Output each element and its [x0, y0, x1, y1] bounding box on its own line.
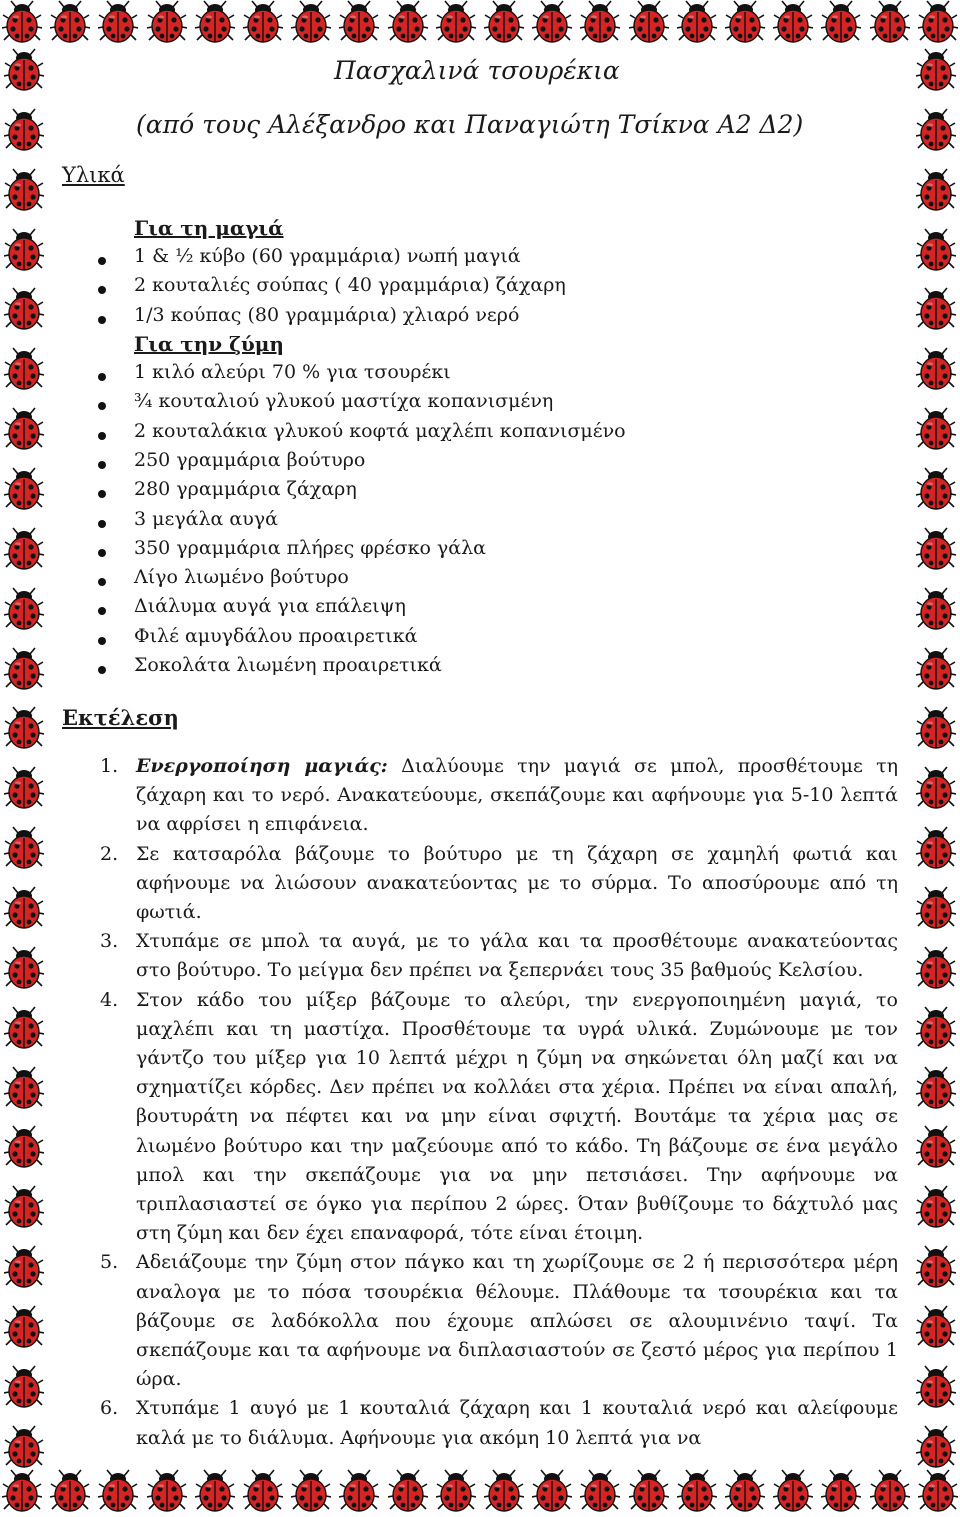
step-item: [100, 927, 898, 985]
ladybug-icon: [291, 0, 331, 44]
step-item: [100, 1394, 898, 1452]
ladybug-border-bottom: [0, 1469, 960, 1517]
step-item: [100, 1248, 898, 1394]
ladybug-icon: [4, 706, 44, 750]
step-item: [100, 752, 898, 840]
step-number: 6.: [100, 1397, 119, 1420]
ladybug-icon: [2, 0, 42, 44]
ladybug-icon: [532, 1469, 572, 1513]
ladybug-icon: [4, 946, 44, 990]
materials-label: Υλικά: [62, 163, 125, 187]
step-number: 4.: [100, 988, 119, 1011]
ladybug-icon: [4, 108, 44, 152]
ladybug-icon: [916, 1245, 956, 1289]
ingredient-item: ¾ κουταλιού γλυκού μαστίχα κοπανισμένη: [134, 390, 554, 413]
ladybug-icon: [147, 0, 187, 44]
ladybug-icon: [195, 0, 235, 44]
step-item: [100, 986, 898, 1249]
ingredient-item: Σοκολάτα λιωμένη προαιρετικά: [134, 654, 442, 676]
ladybug-icon: [484, 0, 524, 44]
ladybug-icon: [50, 0, 90, 44]
ladybug-icon: [821, 1469, 861, 1513]
ladybug-icon: [916, 168, 956, 212]
ladybug-icon: [916, 1125, 956, 1169]
ladybug-icon: [4, 1305, 44, 1349]
step-item: [100, 840, 898, 928]
step-number: 5.: [100, 1251, 119, 1274]
bullet-icon: [98, 257, 106, 265]
ladybug-icon: [147, 1469, 187, 1513]
ladybug-icon: [773, 1469, 813, 1513]
bullet-icon: [98, 432, 106, 440]
ladybug-icon: [916, 1425, 956, 1469]
ladybug-icon: [4, 886, 44, 930]
ladybug-icon: [388, 1469, 428, 1513]
ladybug-icon: [4, 826, 44, 870]
bullet-icon: [98, 316, 106, 324]
step-number: 2.: [100, 842, 119, 865]
ladybug-icon: [916, 1185, 956, 1229]
ingredient-item: 280 γραμμάρια ζάχαρη: [134, 478, 357, 501]
ladybug-icon: [918, 0, 958, 44]
bullet-icon: [98, 637, 106, 645]
ladybug-icon: [916, 347, 956, 391]
ladybug-icon: [243, 1469, 283, 1513]
step-text: Σε κατσαρόλα βάζουμε το βούτυρο με τη ζάχαρη σε χαμηλή φωτιά και αφήνουμε να λιώσουν ανακατεύοντας με το σύρμα. Το αποσύρουμε από τη φωτιά.: [136, 842, 898, 924]
ladybug-icon: [677, 1469, 717, 1513]
ladybug-icon: [916, 587, 956, 631]
ladybug-icon: [916, 48, 956, 92]
ladybug-icon: [916, 287, 956, 331]
ladybug-icon: [4, 48, 44, 92]
ladybug-icon: [291, 1469, 331, 1513]
ladybug-icon: [916, 1305, 956, 1349]
ladybug-icon: [916, 886, 956, 930]
ingredient-item: Φιλέ αμυγδάλου προαιρετικά: [134, 624, 418, 647]
ladybug-icon: [580, 1469, 620, 1513]
step-lead: Ενεργοποίηση μαγιάς:: [136, 755, 388, 777]
ladybug-icon: [4, 467, 44, 511]
ladybug-icon: [4, 1006, 44, 1050]
ladybug-icon: [243, 0, 283, 44]
ingredient-item: 350 γραμμάρια πλήρες φρέσκο γάλα: [134, 536, 486, 559]
ladybug-icon: [436, 0, 476, 44]
ingredient-item: 1 & ½ κύβο (60 γραμμάρια) νωπή μαγιά: [134, 245, 521, 267]
bullet-icon: [98, 461, 106, 469]
yeast-heading: Για τη μαγιά: [134, 216, 284, 240]
step-text: Ενεργοποίηση μαγιάς: Διαλύουμε την μαγιά σε μπολ, προσθέτουμε τη ζάχαρη και το νερό. Ανακατεύουμε, σκεπάζουμε και αφήνουμε για 5-10 λεπτά να αφρίσει η επιφάνεια.: [136, 755, 898, 836]
ladybug-icon: [4, 1425, 44, 1469]
ingredient-item: Διάλυμα αυγά για επάλειψη: [134, 595, 406, 618]
ladybug-icon: [4, 527, 44, 571]
bullet-icon: [98, 490, 106, 498]
ladybug-icon: [339, 1469, 379, 1513]
ingredient-item: 1/3 κούπας (80 γραμμάρια) χλιαρό νερό: [134, 303, 520, 326]
ladybug-icon: [916, 766, 956, 810]
page-subtitle: (από τους Αλέξανδρο και Παναγιώτη Τσίκνα Α2 Δ2): [136, 110, 804, 139]
ladybug-icon: [580, 0, 620, 44]
ladybug-icon: [532, 0, 572, 44]
ladybug-icon: [4, 647, 44, 691]
ladybug-icon: [4, 407, 44, 451]
bullet-icon: [98, 666, 106, 674]
ladybug-icon: [484, 1469, 524, 1513]
ladybug-icon: [916, 467, 956, 511]
ladybug-icon: [916, 1365, 956, 1409]
steps-list: [100, 752, 898, 1453]
ladybug-icon: [4, 1066, 44, 1110]
ladybug-icon: [4, 587, 44, 631]
ladybug-icon: [4, 1125, 44, 1169]
bullet-icon: [98, 549, 106, 557]
ladybug-icon: [773, 0, 813, 44]
bullet-icon: [98, 402, 106, 410]
ingredient-item: 2 κουταλάκια γλυκού κοφτά μαχλέπι κοπανισμένο: [134, 419, 626, 442]
step-text: Στον κάδο του μίξερ βάζουμε το αλεύρι, την ενεργοποιημένη μαγιά, το μαχλέπι και τη μαστίχα. Προσθέτουμε τα υγρά υλικά. Ζυμώνουμε με τον γάντζο του μίξερ για 10 λεπτά μέχρι η ζύμη να σηκώνεται όλη μαζί και να σχηματίζει κόρδες. Δεν πρέπει να κολλάει στα χέρια. Πρέπει να είναι απαλή, βουτυράτη να πέφτει και να μην είναι σφιχτή. Βουτάμε τα χέρια μας σε λιωμένο βούτυρο και την μαζεύουμε από το κάδο. Τη βάζουμε σε ένα μεγάλο μπολ και την σκεπάζουμε για να μην πετσιάσει. Την αφήνουμε να τριπλασιαστεί σε όγκο για περίπου 2 ώρες. Όταν βυθίζουμε το δάχτυλό μας στη ζύμη και δεν έχει επαναφορά, τότε είναι έτοιμη.: [136, 988, 898, 1245]
ladybug-icon: [916, 826, 956, 870]
ladybug-icon: [916, 228, 956, 272]
bullet-icon: [98, 286, 106, 294]
execution-label: Εκτέλεση: [62, 705, 179, 730]
ladybug-icon: [339, 0, 379, 44]
ladybug-icon: [870, 1469, 910, 1513]
ladybug-icon: [916, 527, 956, 571]
ladybug-icon: [2, 1469, 42, 1513]
bullet-icon: [98, 578, 106, 586]
ladybug-icon: [4, 1185, 44, 1229]
ladybug-icon: [725, 1469, 765, 1513]
step-text: Αδειάζουμε την ζύμη στον πάγκο και τη χωρίζουμε σε 2 ή περισσότερα μέρη αναλογα με το πόσα τσουρέκια θέλουμε. Πλάθουμε τα τσουρέκια και τα βάζουμε σε λαδόκολλα που έχουμε απλώσει σε αλουμινένιο ταψί. Τα σκεπάζουμε και τα αφήνουμε να διπλασιαστούν σε ζεστό μέρος για περίπου 1 ώρα.: [136, 1251, 898, 1391]
bullet-icon: [98, 373, 106, 381]
step-number: 3.: [100, 930, 119, 953]
ladybug-icon: [629, 1469, 669, 1513]
ladybug-icon: [821, 0, 861, 44]
ladybug-icon: [725, 0, 765, 44]
step-text: Χτυπάμε 1 αυγό με 1 κουταλιά ζάχαρη και 1 κουταλιά νερό και αλείφουμε καλά με το διάλυμα. Αφήνουμε για ακόμη 10 λεπτά για να: [136, 1397, 898, 1449]
ingredient-item: 250 γραμμάρια βούτυρο: [134, 448, 366, 471]
ladybug-icon: [4, 287, 44, 331]
ladybug-border-right: [912, 48, 960, 1469]
ladybug-icon: [677, 0, 717, 44]
bullet-icon: [98, 520, 106, 528]
ladybug-border-top: [0, 0, 960, 48]
ladybug-icon: [50, 1469, 90, 1513]
ladybug-icon: [4, 228, 44, 272]
ladybug-icon: [916, 946, 956, 990]
step-text: Χτυπάμε σε μπολ τα αυγά, με το γάλα και τα προσθέτουμε ανακατεύοντας στο βούτυρο. Το μείγμα δεν πρέπει να ξεπερνάει τους 35 βαθμούς Κελσίου.: [136, 930, 898, 982]
ladybug-icon: [916, 647, 956, 691]
step-number: 1.: [100, 755, 119, 777]
ladybug-icon: [4, 168, 44, 212]
ladybug-icon: [918, 1469, 958, 1513]
ingredient-item: 2 κουταλιές σούπας ( 40 γραμμάρια) ζάχαρη: [134, 274, 566, 297]
ladybug-icon: [870, 0, 910, 44]
ladybug-icon: [916, 407, 956, 451]
ladybug-icon: [195, 1469, 235, 1513]
ladybug-icon: [629, 0, 669, 44]
ladybug-icon: [388, 0, 428, 44]
ladybug-icon: [4, 766, 44, 810]
ingredient-item: Λίγο λιωμένο βούτυρο: [134, 566, 349, 589]
ingredient-item: 3 μεγάλα αυγά: [134, 507, 278, 530]
ladybug-icon: [916, 1006, 956, 1050]
ladybug-icon: [436, 1469, 476, 1513]
ladybug-icon: [916, 1066, 956, 1110]
ladybug-icon: [4, 347, 44, 391]
ladybug-icon: [4, 1245, 44, 1289]
ladybug-icon: [98, 0, 138, 44]
ladybug-icon: [4, 1365, 44, 1409]
ladybug-border-left: [0, 48, 48, 1469]
ingredient-item: 1 κιλό αλεύρι 70 % για τσουρέκι: [134, 361, 451, 383]
ladybug-icon: [916, 108, 956, 152]
bullet-icon: [98, 607, 106, 615]
page-title: Πασχαλινά τσουρέκια: [334, 56, 620, 85]
ladybug-icon: [916, 706, 956, 750]
dough-heading: Για την ζύμη: [134, 332, 284, 356]
ladybug-icon: [98, 1469, 138, 1513]
